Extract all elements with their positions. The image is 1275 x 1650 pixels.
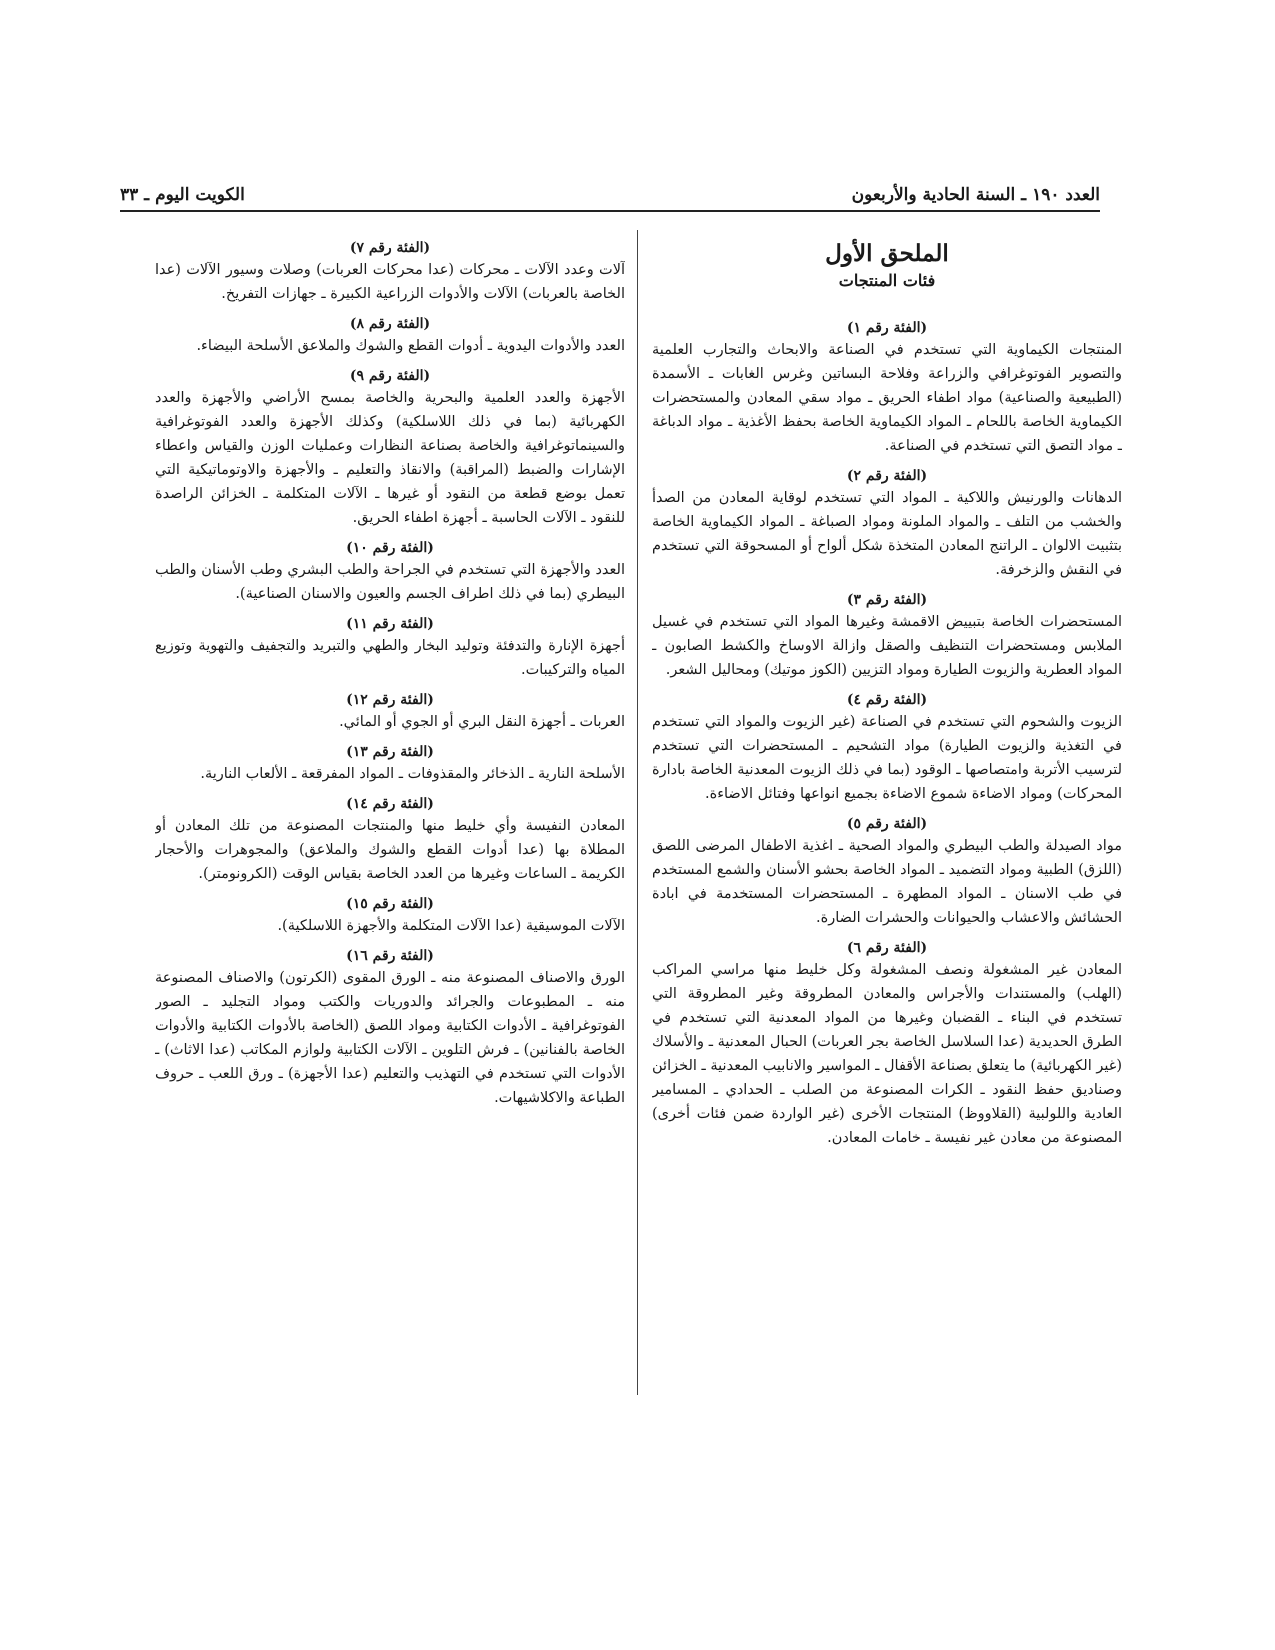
category-heading: (الفئة رقم ٢) [846, 468, 928, 484]
header-rule [120, 210, 1100, 212]
category-text: المنتجات الكيماوية التي تستخدم في الصناعة والابحاث والتجارب العلمية والتصوير الفوتوغرافي والزراعة وفلاحة البساتين وغرس الغابات ـ الأسمدة (الطبيعية والصناعية) مواد اطفاء الحريق ـ مواد سقي المعادن والمستحضرات الكيماوية الخاصة باللحام ـ المواد الكيماوية الخاصة بحفظ الأغذية ـ مواد الدباغة ـ مواد التصق التي تستخدم في الصناعة. [652, 342, 1122, 454]
category-heading: (الفئة رقم ٥) [846, 816, 928, 832]
right-column [652, 230, 1122, 1390]
category-text: الدهانات والورنيش واللاكية ـ المواد التي تستخدم لوقاية المعادن من الصدأ والخشب من التلف ـ والمواد الملونة ومواد الصباغة ـ المواد الكيماوية الخاصة بتثبيت الالوان ـ الراتنج المعادن المتخذة شكل ألواح أو المسحوقة التي تستخدم في النقش والزخرفة. [652, 490, 1122, 578]
category-heading: (الفئة رقم ١) [846, 320, 928, 336]
category-heading: (الفئة رقم ١٤) [346, 796, 434, 812]
category-text: العدد والأدوات اليدوية ـ أدوات القطع والشوك والملاعق الأسلحة البيضاء. [196, 338, 625, 354]
category-text: آلات وعدد الآلات ـ محركات (عدا محركات العربات) وصلات وسيور الآلات (عدا الخاصة بالعربات) الآلات والأدوات الزراعية الكبيرة ـ جهازات التفريخ. [155, 262, 625, 302]
category-text: الورق والاصناف المصنوعة منه ـ الورق المقوى (الكرتون) والاصناف المصنوعة منه ـ المطبوعات والجرائد والدوريات والكتب ومواد التجليد ـ الصور الفوتوغرافية ـ الأدوات الكتابية ومواد اللصق (الخاصة بالأدوات الكتابية والأدوات الخاصة بالفنانين) ـ فرش التلوين ـ الآلات الكتابية ولوازم المكاتب (عدا الاثاث) ـ الأدوات التي تستخدم في التهذيب والتعليم (عدا الأجهزة) ـ ورق اللعب ـ حروف الطباعة والاكلاشيهات. [155, 970, 625, 1106]
appendix-subtitle: فئات المنتجات [838, 271, 936, 290]
column-divider [637, 230, 638, 1395]
category-heading: (الفئة رقم ١٠) [346, 540, 434, 556]
issue-number: العدد ١٩٠ ـ السنة الحادية والأربعون [851, 185, 1100, 205]
appendix-title: الملحق الأول [825, 240, 949, 267]
category-heading: (الفئة رقم ١٥) [346, 896, 434, 912]
category-text: الأسلحة النارية ـ الذخائر والمقذوفات ـ المواد المفرقعة ـ الألعاب النارية. [200, 766, 625, 782]
category-heading: (الفئة رقم ٦) [846, 940, 928, 956]
category-text: أجهزة الإنارة والتدفئة وتوليد البخار والطهي والتبريد والتجفيف والتهوية وتوزيع المياه والتركيبات. [155, 638, 625, 678]
category-heading: (الفئة رقم ٧) [349, 240, 431, 256]
running-header [120, 185, 1100, 207]
category-text: مواد الصيدلة والطب البيطري والمواد الصحية ـ اغذية الاطفال المرضى اللصق (اللزق) الطبية ومواد التضميد ـ المواد الخاصة بحشو الأسنان والشمع المستخدم في طب الاسنان ـ المواد المطهرة ـ المستحضرات المستخدمة في ابادة الحشائش والاعشاب والحيوانات والحشرات الضارة. [652, 838, 1122, 926]
category-text: المستحضرات الخاصة بتبييض الاقمشة وغيرها المواد التي تستخدم في غسيل الملابس ومستحضرات التنظيف والصقل وازالة الاوساخ والكشط الصابون ـ المواد العطرية والزيوت الطيارة ومواد التزيين (الكوز موتيك) ومحاليل الشعر. [652, 614, 1122, 678]
category-text: الآلات الموسيقية (عدا الآلات المتكلمة والأجهزة اللاسلكية). [277, 918, 625, 934]
category-text: الأجهزة والعدد العلمية والبحرية والخاصة بمسح الأراضي والأجهزة والعدد الكهربائية (بما في ذلك اللاسلكية) وكذلك الأجهزة والعدد الفوتوغرافية والسينماتوغرافية والخاصة بصناعة النظارات وعمليات الوزن والقياس واعطاء الإشارات والضبط (المراقبة) والانقاذ والتعليم ـ والأجهزة والاوتوماتيكية التي تعمل بوضع قطعة من النقود أو غيرها ـ الآلات المتكلمة ـ الخزائن الراصدة للنقود ـ الآلات الحاسبة ـ أجهزة اطفاء الحريق. [155, 390, 625, 526]
category-heading: (الفئة رقم ٨) [349, 316, 431, 332]
category-heading: (الفئة رقم ٤) [846, 692, 928, 708]
category-text: الزيوت والشحوم التي تستخدم في الصناعة (غير الزيوت والمواد التي تستخدم في التغذية والزيوت الطيارة) مواد التشحيم ـ المستحضرات التي تستخدم لترسيب الأتربة وامتصاصها ـ الوقود (بما في ذلك الزيوت المعدنية الخاصة بادارة المحركات) ومواد الاضاءة شموع الاضاءة بجميع انواعها وفتائل الاضاءة. [652, 714, 1122, 802]
category-heading: (الفئة رقم ٣) [846, 592, 928, 608]
category-text: العربات ـ أجهزة النقل البري أو الجوي أو المائي. [339, 714, 625, 730]
category-heading: (الفئة رقم ١٣) [346, 744, 434, 760]
gazette-page-label: الكويت اليوم ـ ٣٣ [120, 185, 245, 205]
category-text: المعادن غير المشغولة ونصف المشغولة وكل خليط منها مراسي المراكب (الهلب) والمستندات والأجراس والمعادن المطروقة وغير المطروقة التي تستخدم في البناء ـ القضبان وغيرها من المواد المعدنية التي تستخدم في الطرق الحديدية (عدا السلاسل الخاصة بجر العربات) الحبال المعدنية ـ والأسلاك (غير الكهربائية) ما يتعلق بصناعة الأقفال ـ المواسير والانابيب المعدنية ـ الخزائن وصناديق حفظ النقود ـ الكرات المصنوعة من الصلب ـ الحدادي ـ المسامير العادية واللولبية (القلاووظ) المنتجات الأخرى (غير الواردة ضمن فئات أخرى) المصنوعة من معادن غير نفيسة ـ خامات المعادن. [652, 962, 1122, 1146]
category-heading: (الفئة رقم ١٢) [346, 692, 434, 708]
category-heading: (الفئة رقم ٩) [349, 368, 431, 384]
category-heading: (الفئة رقم ١١) [346, 616, 434, 632]
category-text: العدد والأجهزة التي تستخدم في الجراحة والطب البشري وطب الأسنان والطب البيطري (بما في ذلك اطراف الجسم والعيون والاسنان الصناعية). [155, 562, 625, 602]
category-heading: (الفئة رقم ١٦) [346, 948, 434, 964]
category-text: المعادن النفيسة وأي خليط منها والمنتجات المصنوعة من تلك المعادن أو المطلاة بها (عدا أدوات القطع والشوك والملاعق) والمجوهرات والأحجار الكريمة ـ الساعات وغيرها من العدد الخاصة بقياس الوقت (الكرونومتر). [155, 818, 625, 882]
left-column [155, 230, 625, 1390]
